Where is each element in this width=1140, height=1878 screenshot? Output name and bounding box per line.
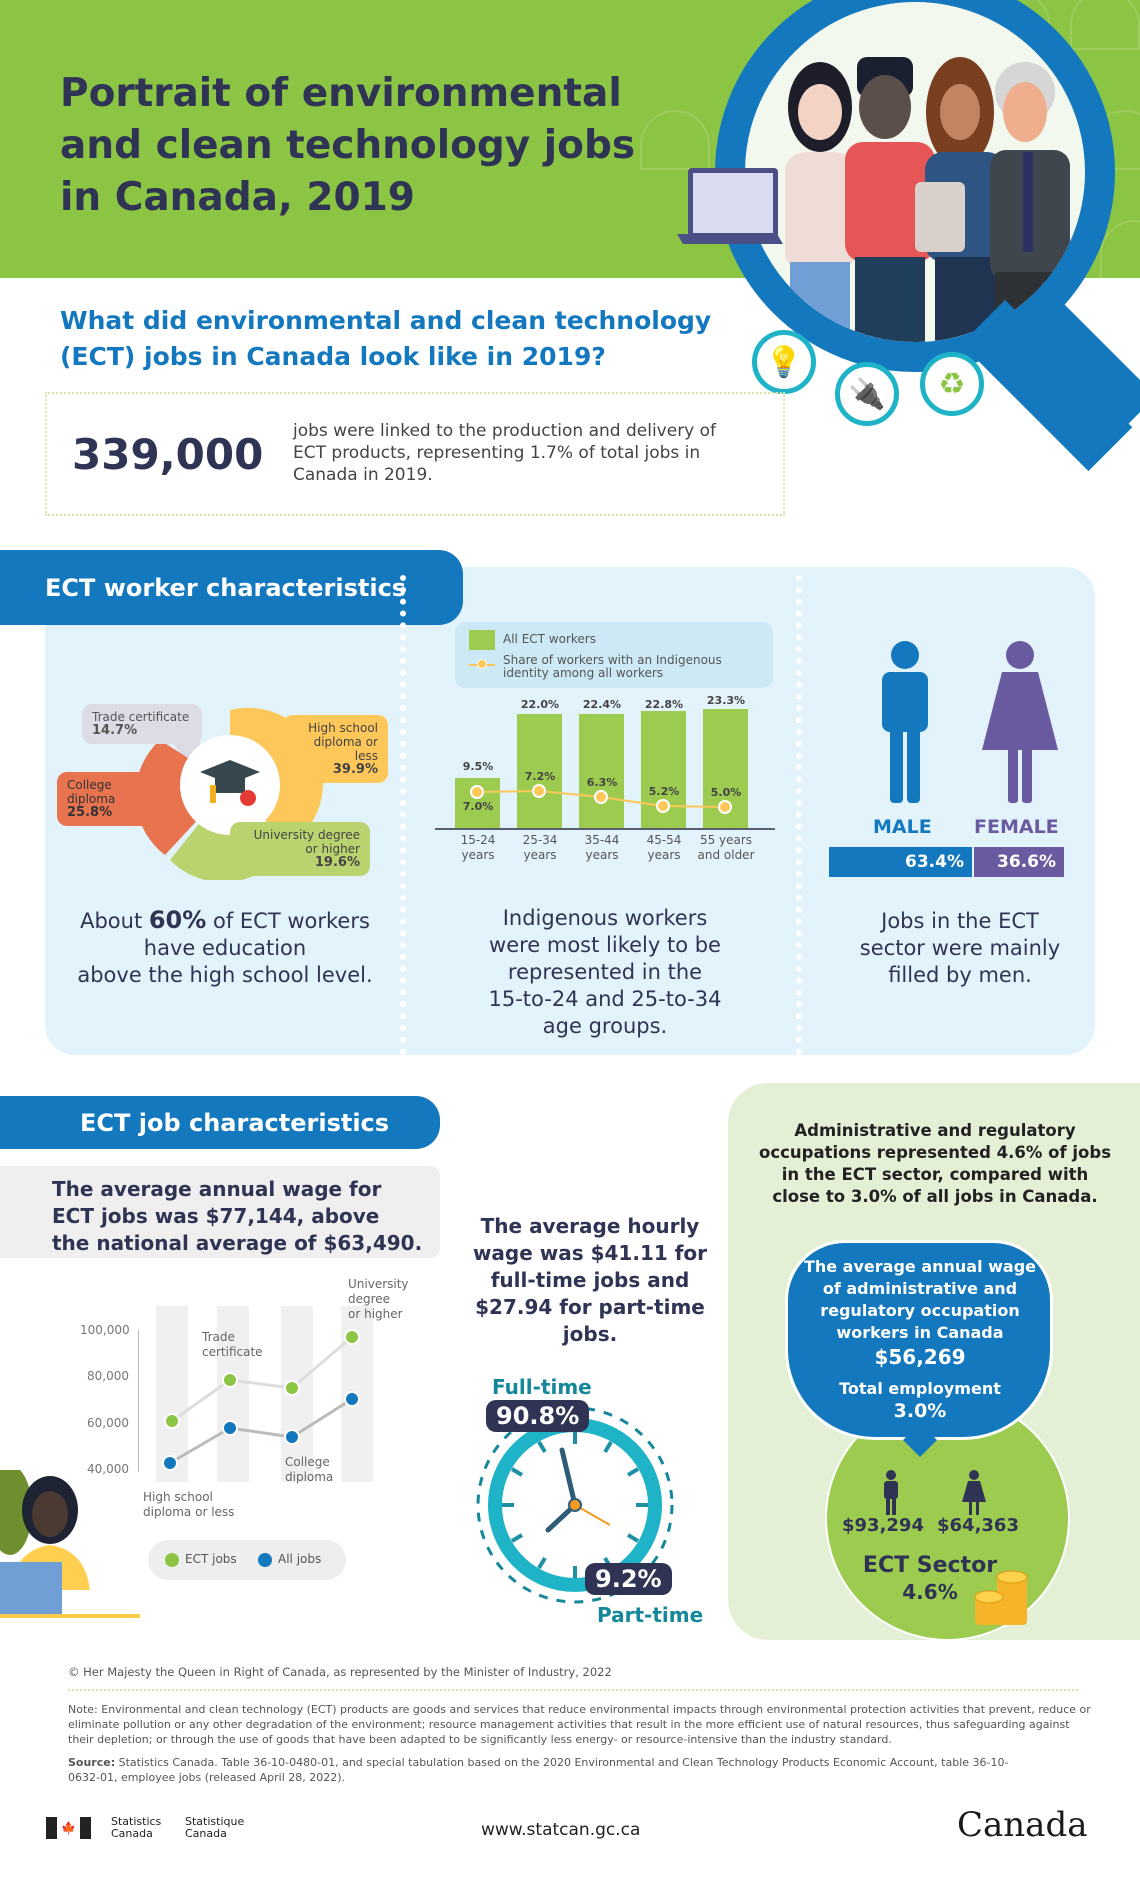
sector-value: 4.6% xyxy=(902,1580,958,1604)
laptop-illustration xyxy=(688,168,778,238)
gender-caption xyxy=(810,908,1110,989)
category-label-line: degree xyxy=(348,1292,391,1306)
fulltime-label: Full-time xyxy=(492,1375,592,1399)
section-header-worker xyxy=(0,550,463,625)
x-label-line: 55 years xyxy=(699,833,753,847)
title-line: and clean technology jobs xyxy=(60,123,636,168)
statcan-en xyxy=(111,1816,161,1840)
female-share-bar xyxy=(974,847,1064,877)
legend-all-dot xyxy=(258,1553,272,1567)
statcan-en-line: Canada xyxy=(111,1827,153,1840)
line-value: 5.2% xyxy=(648,785,680,798)
bubble-line: of administrative and xyxy=(822,1279,1018,1298)
x-label-line: years xyxy=(585,848,619,862)
subtitle-line: (ECT) jobs in Canada look like in 2019? xyxy=(60,342,606,371)
statcan-en-line: Statistics xyxy=(111,1815,162,1828)
caption-line: were most likely to be xyxy=(489,933,721,957)
x-label xyxy=(443,833,513,863)
category-label-line: diploma xyxy=(285,1470,334,1484)
male-label: MALE xyxy=(873,816,932,838)
caption-line: sector were mainly xyxy=(859,936,1061,960)
line-value: 7.0% xyxy=(462,800,494,813)
page-title xyxy=(60,68,680,224)
statcan-fr xyxy=(185,1816,244,1840)
intro-line: close to 3.0% of all jobs in Canada. xyxy=(772,1187,1098,1206)
hourly-line: wage was $41.11 for xyxy=(472,1241,708,1265)
x-label xyxy=(567,833,637,863)
caption-line xyxy=(50,907,400,935)
wage-line: ECT jobs was $77,144, above xyxy=(52,1204,380,1228)
canada-flag-icon: 🍁 xyxy=(46,1817,91,1839)
category-label-line: College xyxy=(285,1455,330,1469)
caption-line: Jobs in the ECT xyxy=(881,909,1039,933)
female-wage-value: $64,363 xyxy=(937,1515,1019,1536)
legend-label-line: identity among all workers xyxy=(503,666,664,680)
category-label-line: University xyxy=(348,1277,409,1291)
woman-laptop-illustration xyxy=(0,1470,140,1620)
female-label: FEMALE xyxy=(974,816,1059,838)
stat-text-line: jobs were linked to the production and delivery of xyxy=(293,421,717,441)
sector-label: ECT Sector xyxy=(862,1553,998,1578)
footer-source xyxy=(68,1755,1028,1785)
edu-label-college xyxy=(57,772,169,826)
total-employment-value: 3.0% xyxy=(893,1400,947,1422)
intro-line: occupations represented 4.6% of jobs xyxy=(758,1143,1112,1162)
caption-line: have education xyxy=(143,936,307,960)
parttime-label: Part-time xyxy=(597,1603,704,1627)
caption-highlight: 60% xyxy=(148,906,207,934)
laptop-base xyxy=(677,234,783,244)
wage-chart-legend xyxy=(148,1540,346,1580)
title-line: in Canada, 2019 xyxy=(60,175,415,220)
line-value: 6.3% xyxy=(586,776,618,789)
male-icon xyxy=(884,1470,898,1515)
y-tick: 100,000 xyxy=(80,1323,130,1337)
hourly-line: $27.94 for part-time xyxy=(475,1295,705,1319)
line-value: 7.2% xyxy=(524,770,556,783)
segment-label: Trade certificate xyxy=(92,710,190,724)
legend-ect-dot xyxy=(165,1553,179,1567)
category-label xyxy=(143,1490,234,1520)
male-figure-icon xyxy=(882,641,928,803)
hourly-line: full-time jobs and xyxy=(490,1268,690,1292)
education-caption xyxy=(50,907,400,989)
subtitle-line: What did environmental and clean technology xyxy=(60,306,712,335)
legend-label: All jobs xyxy=(278,1552,322,1566)
fulltime-value: 90.8% xyxy=(486,1400,589,1432)
x-label-line: 15-24 xyxy=(460,833,496,847)
legend-label: ECT jobs xyxy=(185,1552,237,1566)
x-label-line: and older xyxy=(697,848,755,862)
segment-label: College diploma xyxy=(67,778,116,806)
wage-line: the national average of $63,490. xyxy=(52,1231,423,1255)
section-subtitle xyxy=(60,303,740,375)
segment-label: or higher xyxy=(305,842,360,856)
hourly-line: jobs. xyxy=(562,1322,618,1346)
source-text: Statistics Canada. Table 36-10-0480-01, and special tabulation based on the 2020 Environmental and Clean Technology Products Economic Account, table 36-10-0632-01, employee jobs (released April 28, 2022). xyxy=(68,1756,1009,1784)
caption-text: of ECT workers xyxy=(206,909,370,933)
annual-wage-box xyxy=(0,1166,440,1258)
x-label xyxy=(691,833,761,863)
footer-note: Note: Environmental and clean technology (ECT) products are goods and services that reduce environmental impacts through environmental protection activities that prevent, reduce or eliminate pollution or any other degradation of the environment; resource management activities that result in the more efficient use of natural resources, thus safeguarding against their depletion; or through the use of goods that have been adapted to be significantly less energy- or resource-intensive than the industry standard. xyxy=(68,1703,1091,1746)
bubble-line: workers in Canada xyxy=(836,1323,1004,1342)
footer-divider xyxy=(68,1689,1078,1691)
male-share-bar xyxy=(829,847,972,877)
age-bar-chart xyxy=(435,694,775,828)
category-label xyxy=(348,1277,409,1322)
age-chart-legend xyxy=(455,622,773,688)
bubble-line: regulatory occupation xyxy=(820,1301,1020,1320)
statcan-url-link[interactable]: www.statcan.gc.ca xyxy=(481,1820,641,1840)
gender-wage-icons xyxy=(880,1470,1000,1520)
male-wage-value: $93,294 xyxy=(842,1515,924,1536)
segment-value: 14.7% xyxy=(92,723,138,738)
segment-value: 19.6% xyxy=(314,855,360,870)
person-pattern-icon xyxy=(1070,0,1140,50)
caption-line: filled by men. xyxy=(888,963,1032,987)
annual-wage-text xyxy=(0,1166,440,1257)
parttime-value: 9.2% xyxy=(585,1563,672,1595)
segment-label: diploma or less xyxy=(313,735,378,763)
statcan-fr-line: Canada xyxy=(185,1827,227,1840)
segment-label: University degree xyxy=(253,828,360,842)
bar-value: 22.0% xyxy=(520,698,560,711)
divider xyxy=(400,575,406,1055)
segment-value: 39.9% xyxy=(332,762,378,777)
bar-value: 23.3% xyxy=(706,694,746,707)
divider xyxy=(796,575,802,1055)
headline-stat-number: 339,000 xyxy=(72,430,264,479)
title-line: Portrait of environmental xyxy=(60,71,622,116)
stat-text-line: Canada in 2019. xyxy=(293,465,433,485)
y-tick: 80,000 xyxy=(87,1369,129,1383)
y-tick: 40,000 xyxy=(87,1462,129,1476)
total-employment-label: Total employment xyxy=(839,1379,1001,1398)
legend-dot xyxy=(477,659,487,669)
canada-wordmark: Canada xyxy=(957,1805,1088,1845)
female-figure-icon xyxy=(982,641,1058,803)
bubble-line: The average annual wage xyxy=(803,1257,1037,1276)
wage-line-chart xyxy=(138,1300,388,1490)
y-tick: 60,000 xyxy=(87,1416,129,1430)
x-label-line: 25-34 xyxy=(522,833,558,847)
caption-line: represented in the xyxy=(507,960,703,984)
x-label-line: years xyxy=(461,848,495,862)
category-label-line: diploma or less xyxy=(143,1505,235,1519)
copyright-text: © Her Majesty the Queen in Right of Canada, as represented by the Minister of Industry, 2022 xyxy=(68,1665,612,1679)
x-label-line: years xyxy=(647,848,681,862)
admin-intro-text xyxy=(740,1120,1130,1208)
caption-line: 15-to-24 and 25-to-34 xyxy=(488,987,722,1011)
edu-label-trade xyxy=(82,704,202,744)
plug-leaf-icon: 🔌 xyxy=(835,362,899,426)
segment-value: 25.8% xyxy=(67,805,113,820)
x-label xyxy=(629,833,699,863)
category-label-line: certificate xyxy=(202,1345,263,1359)
x-label xyxy=(505,833,575,863)
bar-value: 22.8% xyxy=(644,698,684,711)
female-share-value: 36.6% xyxy=(997,852,1056,872)
legend-label: All ECT workers xyxy=(503,632,596,646)
hourly-line: The average hourly xyxy=(480,1214,700,1238)
category-label xyxy=(202,1330,263,1360)
segment-label: High school xyxy=(308,721,378,735)
male-share-value: 63.4% xyxy=(905,852,964,872)
legend-label-line: Share of workers with an Indigenous xyxy=(503,653,722,667)
caption-line: age groups. xyxy=(542,1014,668,1038)
x-axis xyxy=(435,828,775,830)
source-label: Source: xyxy=(68,1756,116,1769)
x-label-line: 45-54 xyxy=(646,833,682,847)
recycle-icon: ♻ xyxy=(920,352,984,416)
age-caption xyxy=(420,905,790,1040)
stat-text-line: ECT products, representing 1.7% of total jobs in xyxy=(293,443,701,463)
statcan-fr-line: Statistique xyxy=(185,1815,245,1828)
x-label-line: 35-44 xyxy=(584,833,620,847)
section-header-job xyxy=(0,1096,440,1149)
edu-label-highschool xyxy=(283,715,388,783)
bar-value: 22.4% xyxy=(582,698,622,711)
section-title: ECT job characteristics xyxy=(80,1108,390,1137)
legend-label xyxy=(503,654,722,680)
coin-stack-icon xyxy=(972,1570,1032,1630)
caption-line: above the high school level. xyxy=(77,963,373,987)
intro-line: in the ECT sector, compared with xyxy=(781,1165,1089,1184)
x-label-line: years xyxy=(523,848,557,862)
section-title: ECT worker characteristics xyxy=(45,573,407,602)
edu-label-university xyxy=(230,822,370,876)
category-label-line: or higher xyxy=(348,1307,403,1321)
caption-text: About xyxy=(80,909,149,933)
admin-wage-text xyxy=(790,1256,1050,1422)
legend-bar-swatch xyxy=(469,630,495,650)
line-value: 5.0% xyxy=(710,786,742,799)
wage-line: The average annual wage for xyxy=(52,1177,382,1201)
admin-wage-value: $56,269 xyxy=(874,1345,966,1369)
gender-figures xyxy=(870,640,1070,810)
intro-line: Administrative and regulatory xyxy=(794,1121,1076,1140)
bar-value: 9.5% xyxy=(462,760,494,773)
category-label-line: High school xyxy=(143,1490,213,1504)
caption-line: Indigenous workers xyxy=(502,906,708,930)
people-illustration xyxy=(745,2,1085,342)
headline-stat-text xyxy=(293,420,763,486)
female-icon xyxy=(962,1470,986,1515)
lightbulb-leaf-icon: 💡 xyxy=(752,330,816,394)
hourly-wage-text xyxy=(455,1213,725,1348)
category-label-line: Trade xyxy=(202,1330,235,1344)
category-label xyxy=(285,1455,333,1485)
